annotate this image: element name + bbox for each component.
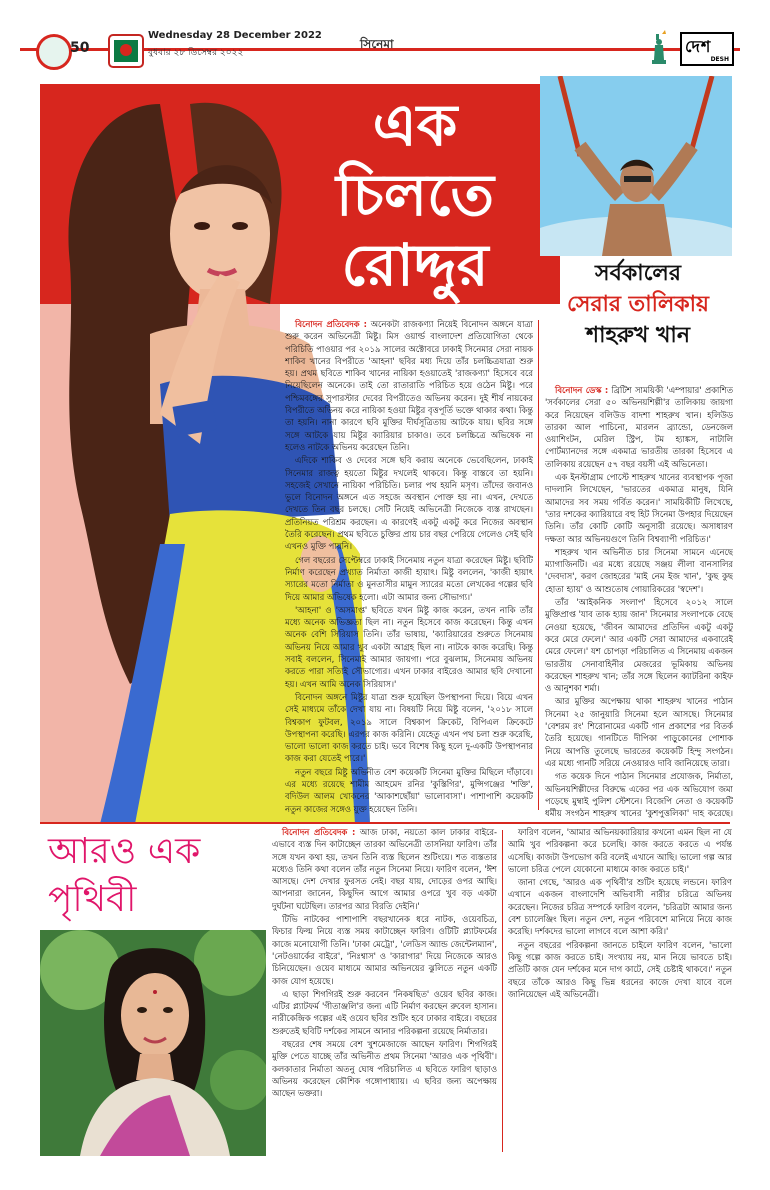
column-divider [538, 320, 539, 810]
feature3-para-4: ফারিণ বলেন, 'আমার অভিনয়ক্যারিয়ার কখনো এমন ছিল না যে আমি খুব পরিকল্পনা করে চলেছি। কাজ করতে করতে এ পর্যন্ত এসেছি। কাজটা উপভোগ করি বলেই এখানে আছি। ভালো গল্প আর ভালো চরিত্র পেলে যেকোনো মাধ্যমে কাজ করতে চাই।' [508, 827, 732, 874]
feature1-title-line3: রোদ্দুর [341, 231, 489, 299]
feature3-para-0: আজ ঢাকা, নয়তো কাল ঢাকার বাইরে-এভাবে ব্যস্ত দিন কাটাচ্ছেন তারকা অভিনেত্রী তাসনিয়া ফারিণ। তাঁর সঙ্গে যখন কথা হয়, তখন তিনি ব্যস্ত ছিলেন শুটিংয়ে। শত ব্যস্ততার মধ্যেও তিনি কথা বলেন তাঁর নতুন সিনেমা নিয়ে। ফারিণ বলেন, 'ঈশ আসছে। দেশ দেখার ফুরসত নেই। বছর যায়, দোড়ের ওপর আছি। আপনারা জানেন, কিছুদিন আগে আমার ওপরে খুব বড় একটা দুর্ঘটনা ঘটেছিল। তারপর আর বিরতি দেইনি।' [272, 827, 497, 911]
feature1-para-0: অনেকটা রাজকণ্যা নিয়েই বিনোদন অঙ্গনে যাত্রা শুরু করেন অভিনেত্রী মিষ্টু। মিস ওয়ার্ল্ড বাংলাদেশ প্রতিযোগিতা থেকে পরিচিতি পাওয়ার পর ২০১৯ সালের অক্টোবরে ঢাকাই সিনেমার সেরা নায়ক শাকিব খানের বিপরীতে 'আহনা' ছবির মধ্য দিয়ে তাঁর চলচ্চিত্রযাত্রা শুরু হয়। প্রথম ছবিতে শাকিব খানের নায়িকা হওয়াতেই 'রাজকণ্যা' হিসেবে বরে নিয়েছিলেন অনেকে। তাই তো রাতারাতি পরিচিত হয়ে ওঠেন মিষ্টু। পরে পশ্চিমবঙ্গের সুপারস্টার দেবের বিপরীতেও অভিনয় করেন। দুই শীর্ষ নায়কের বিপরীতে অভিনয় করে নায়িকা হওয়া মিষ্টুর বৃত্তপূর্তি ভক্তে থাকার কথা। কিন্তু তা হয়নি। নানা কারণে ছবি মুক্তির দীর্ঘসূত্রিতায় আটকে যায়। ছবির সঙ্গে সঙ্গে আটকে যায় মিষ্টুর ক্যারিয়ার চাকাও। তবে চলচ্চিত্রে অভিষেক না হলেও নাটকে অভিনয় করেছেন তিনি। [285, 319, 533, 452]
feature1-para-4: বিনোদন অঙ্গনে মিষ্টুর যাত্রা শুরু হয়েছিল উপস্থাপনা দিয়ে। বিয়ে এখন সেই মাধ্যমে তাঁকে দেখা যায় না। বিষয়টি নিয়ে মিষ্টু বলেন, '২০১৮ সালে বিশ্বকাপ ফুটবল, ২০১৯ সালে বিশ্বকাপ ক্রিকেট, বিপিএল ক্রিকেটে উপস্থাপনা করেছি। এরপর কাজ করিনি। যেহেতু এখন পথ চলা শুরু করেছি, ভালো ভালো কাজ করতে চাই। ভবে বিশেষ কিছু হলে দু-একটি উপস্থাপনার কাজ করা যেতেই পারে।' [285, 691, 533, 764]
feature3-title-line1: আরও এক [48, 831, 201, 872]
bangladesh-flag-icon [108, 34, 144, 68]
feature2-title [540, 258, 736, 351]
actress2-photo [40, 930, 266, 1156]
date-english: Wednesday 28 December 2022 [148, 30, 322, 41]
feature2-para-0: ব্রিটিশ সাময়িকী 'এম্পায়ার' প্রকাশিত 'সর্বকালের সেরা ৫০ অভিনয়শিল্পী'র তালিকায় জায়গা করে নিয়েছেন বলিউড বাদশা শাহরুখ খান। হলিউড তারকা আল পাচিনো, মারলন ব্র্যান্ডো, ডেনজেল ওয়াশিংটন, মেরিল স্ট্রিপ, টম হ্যাঙ্কস, নাটালি পোর্টম্যানদের সঙ্গে একমাত্র ভারতীয় তারকা হিসেবে এ তালিকায় রয়েছেন ৫৭ বছর বয়সী এই অভিনেতা। [545, 385, 733, 469]
page-number: 50 [70, 40, 90, 56]
feature1-para-1: এদিকে শাকিব ও দেবের সঙ্গে ছবি করায় অনেকে ভেবেছিলেন, ঢাকাই সিনেমার রাজত্ব হয়তো মিষ্টুর দখলেই থাকবে। কিন্তু বাস্তবে তা হয়নি। সহজেই সেখানে নায়িকা পরিচিতি। চলার পথ হয়নি মসৃণ। তাঁদের জবানও ভুলে বিনোদন অঙ্গনে এত সহজে অবস্থান পোক্ত হয় না। এখন, দেখতে দেখতে তিন বছর চলছে। সেটি নিয়েই অভিনেত্রী নিজেকে ব্যস্ত রাখছেন। প্রতিনিয়ত পরিশ্রম করছেন। এ কারণেই একটু একটু করে নিজের অবস্থান তৈরি করেছেন। প্রথম ছবিতে চুক্তির প্রায় চার বছর পেরিয়ে গেলেও সেই ছবি এখনও মুক্তি পায়নি। [285, 455, 533, 552]
feature1-para-3: 'আহনা' ও 'অসমাপ্ত' ছবিতে যখন মিষ্টু কাজ করেন, তখন নাকি তাঁর মধ্যে অনেক অভিজ্ঞতা ছিল না। নতুন হিসেবে কাজ করেছেন। কিন্তু এখন অনেক বেশি সিরিয়াস তিনি। তাঁর ভাষায়, 'ক্যারিয়ারের শুরুতে সিনেমায় অভিনয় নিয়ে আমার খুব একটা আগ্রহ ছিল না। নাটকে কাজ করেছি। কিন্তু সবাই বললেন, সিনেমাই আমার জায়গা। পরে বুঝলাম, সিনেমায় অভিনয় করতে পারা সত্যিই সৌভাগ্যের। এখন ঢাকার বাইরেও আমার ছবি দেখানো হয়। এখন আমি অনেক সিরিয়াস।' [285, 604, 533, 689]
actor-photo [540, 76, 732, 256]
feature2-title-line2: সেরার তালিকায় [566, 291, 709, 317]
feature2-para-2: শাহরুখ খান অভিনীত চার সিনেমা সামনে এনেছে ম্যাগাজিনটি। এর মধ্যে রয়েছে সঞ্জয় লীলা বানসালির 'দেবদাস', করণ জোহরের 'মাই নেম ইজ খান', 'কুছ কুছ হোতা হ্যায়' ও আশুতোষ গোয়ারিকরের 'স্বদেশ'। [545, 546, 733, 594]
section-rule [40, 822, 730, 824]
feature2-para-5: গত কয়েক দিনে পাঠান সিনেমার প্রযোজক, নির্মাতা, অভিনয়শিল্পীদের বিরুদ্ধে একের পর এক অভিযোগ জমা পড়েছে মুম্বাই পুলিশ স্টেশনে। বিজেপি নেতা ও কয়েকটি ধর্মীয় সংগঠন শাহরুখ খানের 'কুশপুত্তলিকা' দাহ করেছে। [545, 771, 733, 818]
feature1-title-line2: চিলতে [336, 161, 494, 229]
page-marker-icon [36, 34, 72, 70]
statue-of-liberty-icon [650, 30, 668, 64]
feature2-title-line1: সর্বকালের [595, 260, 681, 286]
feature1-para-2: গেল বছরের সেপ্টেম্বরে ঢাকাই সিনেমায় নতুন যাত্রা করেছেন মিষ্টু। ছবিটি নির্মাণ করেছেন প্রখ্যাত নির্মাতা কাজী হায়াৎ। মিষ্টু বললেন, 'কাজী হায়াৎ স্যারের মতো নির্মাতা ও মুনতাসীর মামুন স্যারের মতো লেখকের গল্পের ছবি দিয়ে আমার অভিষেক হলো। এটা আমার জন্য সৌভাগ্য।' [285, 554, 533, 602]
feature3-para-2: এ ছাড়া শিগগিরই শুরু করবেন 'নিকষছিত' ওয়েব ছবির কাজ। এটির প্ল্যাটফর্ম 'গীতাঞ্জলি'র জন্য এটি নির্মাণ করছেন রুবেল হাসান। নারীকেন্দ্রিক গল্পের এই ওয়েব ছবির শুটিং হবে ঢাকার বাইরে। বছরের শুরুতেই ছবিটি দর্শকের সামনে আনার পরিকল্পনা রয়েছে নির্মাতার। [272, 988, 497, 1036]
feature3-para-6: নতুন বছরের পরিকল্পনা জানতে চাইলে ফারিণ বলেন, 'ভালো কিছু গল্পে কাজ করতে চাই। সংখ্যায় নয়, মান নিয়ে ভাবতে চাই। প্রতিটি কাজ যেন দর্শকের মনে দাগ কাটে, সেই চেষ্টাই থাকবে।' নতুন বছরে তাঁকে আরও কিছু ভিন্ন ধরনের কাজে দেখা যাবে বলে জানিয়েছেন এই অভিনেত্রী। [508, 939, 732, 999]
feature2-body [545, 384, 733, 818]
column-divider-bottom [502, 830, 503, 1152]
feature2-para-4: আর মুক্তির অপেক্ষায় থাকা শাহরুখ খানের পাঠান সিনেমা ২৫ জানুয়ারি সিনেমা হলে আসছে। সিনেমার 'বেশরম রং' শিরোনামের একটি গান প্রকাশের পর বিতর্ক তৈরি হয়েছে। গানটিতে দীপিকা পাড়ুকোনের পোশাক নিয়ে আপত্তি তুলেছে ভারতের কয়েকটি হিন্দু সংগঠন। এর মধ্যে গানটি সরিয়ে নেওয়ারও দাবি জানিয়েছে তারা। [545, 696, 733, 768]
feature3-para-5: জানা গেছে, 'আরও এক পৃথিবী'র শুটিং হয়েছে লন্ডনে। ফারিণ এখানে একজন বাংলাদেশি অভিবাসী নারীর চরিত্রে অভিনয় করেছেন। নিজের চরিত্র সম্পর্কে ফারিণ বলেন, 'চরিত্রটা আমার জন্য বেশ চ্যালেঞ্জিং ছিল। নতুন দেশ, নতুন পরিবেশে মানিয়ে নিয়ে কাজ করেছি। দর্শকদের ভালো লাগবে বলে আশা করি।' [508, 877, 732, 937]
date-bangla: বুধবার ২৮ ডিসেম্বর ২০২২ [148, 48, 244, 58]
feature1-title [290, 90, 540, 300]
feature2-byline: বিনোদন ডেস্ক : [555, 385, 609, 395]
feature1-para-5: নতুন বছরে মিষ্টু অভিনীত বেশ কয়েকটি সিনেমা মুক্তির মিছিলে দাঁড়াবে। এর মধ্যে রয়েছে শামীম আহমেদ রনির 'কুস্তিগির', মুন্সিগঞ্জের 'শক্তি', বদিউল আলম খোকনের 'আকাশছোঁয়া' ভালোবাসা'। পাশাপাশি কয়েকটি নতুন কাজের সঙ্গেও যুক্ত হয়েছেন তিনি। [285, 766, 533, 814]
feature1-title-line1: এক [372, 91, 458, 159]
section-name: সিনেমা [360, 37, 394, 51]
feature2-para-1: এক ইনস্টাগ্রাম পোস্টে শাহরুখ খানের ব্যবস্থাপক পূজা দাদলানি লিখেছেন, 'ভারতের একমাত্র মানুষ, যিনি আমাদের সব সময় গর্বিত করেন।' সাময়িকীটি লিখেছে, 'তার দশকের ক্যারিয়ারে বহু হিট সিনেমা উপহার দিয়েছেন তিনি। তাঁর কোটি কোটি অনুসারী রয়েছে। অসাধারণ দক্ষতা আর অভিনয়গুণে তিনি বিশ্বব্যাপী পরিচিত।' [545, 472, 733, 544]
feature2-title-line3: শাহরুখ খান [586, 322, 690, 348]
feature3-body-col1 [272, 826, 497, 1156]
feature3-byline: বিনোদন প্রতিবেদক : [282, 827, 356, 837]
feature3-body-col2 [508, 826, 732, 1156]
feature2-para-3: তাঁর 'আইকনিক সংলাপ' হিসেবে ২০১২ সালে মুক্তিপ্রাপ্ত 'যাব তাক হ্যায় জান' সিনেমার সংলাপকে বেছে নেওয়া হয়েছে, 'জীবন আমাদের প্রতিদিন একটু একটু করে মেরে ফেলে।' আর একটি সেরা আমাদের একবারেই মেরে ফেলে।' যশ চোপড়া পরিচালিত এ সিনেমায় একজন ভারতীয় সেনাবাহিনীর মেজরের ভূমিকায় অভিনয় করেছেন শাহরুখ খান; তাঁর সঙ্গে ছিলেন ক্যাটরিনা কাইফ ও আনুশকা শর্মা। [545, 597, 733, 694]
feature3-para-1: টিভি নাটকের পাশাপাশি বছরখানেক ধরে নাটক, ওয়েবচিত্র, ফিচার ফিল্ম নিয়ে ব্যস্ত সময় কাটাচ্ছেন ফারিণ। ওটিটি প্ল্যাটফর্মের কাজে মনোযোগী তিনি। 'ঢাকা মেট্রো', 'লেডিস অ্যান্ড জেন্টেলম্যান', 'নেটওয়ার্কের বাইরে', 'নিঃশ্বাস' ও 'কারাগার' দিয়ে নিজেকে আরও চিনিয়েছেন। ওয়েব মাধ্যমে আমার অভিনয়ের ঝুলিতে নতুন একটি কাজ যোগ হয়েছে। [272, 914, 497, 986]
newspaper-logo: দেশ DESH [680, 32, 734, 66]
feature1-byline: বিনোদন প্রতিবেদক : [295, 319, 367, 329]
feature3-title [48, 828, 258, 924]
feature3-title-line2: পৃথিবী [48, 879, 137, 920]
feature3-para-3: বছরের শেষ সময়ে বেশ খুশমেজাজে আছেন ফারিণ। শিগগিরই মুক্তি পেতে যাচ্ছে তাঁর অভিনীত প্রথম সিনেমা 'আরও এক পৃথিবী'। কলকাতার নির্মাতা অতনু ঘোষ পরিচালিত এ ছবিতে ফারিণ ছাড়াও অভিনয় করেছেন কৌশিক গঙ্গোপাধ্যায়। এ ছবির জন্য অপেক্ষায় আছেন ভক্তরা। [272, 1039, 497, 1099]
feature1-body [285, 318, 533, 818]
